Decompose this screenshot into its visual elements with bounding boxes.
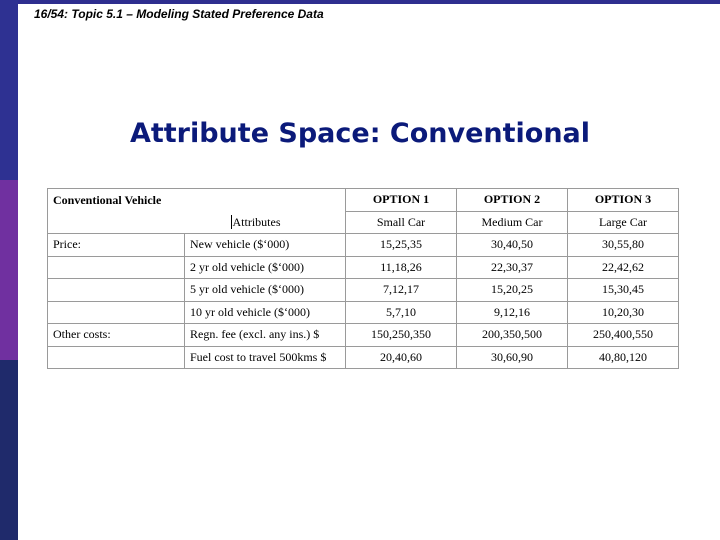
cell-value: 11,18,26: [346, 256, 457, 279]
cell-value: 20,40,60: [346, 346, 457, 369]
option-name: OPTION 3: [568, 189, 679, 212]
table-row: [48, 301, 679, 324]
row-attribute: Regn. fee (excl. any ins.) $: [185, 324, 346, 347]
slide-header: 16/54: Topic 5.1 – Modeling Stated Preference Data: [34, 7, 324, 21]
row-group: [48, 256, 185, 279]
table-row: [48, 346, 679, 369]
slide-title: Attribute Space: Conventional: [129, 118, 591, 149]
table-row: [48, 279, 679, 302]
table-row: [48, 256, 679, 279]
attributes-label-text: Attributes: [232, 214, 281, 229]
top-accent-bar: [0, 0, 720, 4]
cell-value: 40,80,120: [568, 346, 679, 369]
option-name: OPTION 2: [457, 189, 568, 212]
cell-value: 22,30,37: [457, 256, 568, 279]
row-attribute: 5 yr old vehicle ($‘000): [185, 279, 346, 302]
row-attribute: Fuel cost to travel 500kms $: [185, 346, 346, 369]
cell-value: 7,12,17: [346, 279, 457, 302]
option-name: OPTION 1: [346, 189, 457, 212]
table-subheader-row: [48, 211, 679, 234]
side-accent-bar-navy: [0, 360, 18, 540]
cell-value: 9,12,16: [457, 301, 568, 324]
side-accent-bar-purple: [0, 180, 18, 360]
cell-value: 15,25,35: [346, 234, 457, 257]
cell-value: 30,40,50: [457, 234, 568, 257]
row-attribute: New vehicle ($‘000): [185, 234, 346, 257]
cell-value: 30,55,80: [568, 234, 679, 257]
option-car: Small Car: [346, 211, 457, 234]
row-attribute: 2 yr old vehicle ($‘000): [185, 256, 346, 279]
cell-value: 5,7,10: [346, 301, 457, 324]
cell-value: 10,20,30: [568, 301, 679, 324]
table-header-row: [48, 189, 679, 212]
cell-value: 150,250,350: [346, 324, 457, 347]
table-row: [48, 324, 679, 347]
attribute-table: [47, 188, 679, 369]
option-car: Medium Car: [457, 211, 568, 234]
cell-value: 15,30,45: [568, 279, 679, 302]
row-group: Price:: [48, 234, 185, 257]
row-group: [48, 346, 185, 369]
row-group: Other costs:: [48, 324, 185, 347]
option-car: Large Car: [568, 211, 679, 234]
row-attribute: 10 yr old vehicle ($‘000): [185, 301, 346, 324]
cell-value: 200,350,500: [457, 324, 568, 347]
corner-label: Conventional Vehicle: [48, 189, 346, 212]
row-group: [48, 301, 185, 324]
cell-value: 250,400,550: [568, 324, 679, 347]
attributes-label: [48, 211, 346, 234]
cell-value: 22,42,62: [568, 256, 679, 279]
cell-value: 15,20,25: [457, 279, 568, 302]
side-accent-bar-blue: [0, 0, 18, 180]
table-row: [48, 234, 679, 257]
cell-value: 30,60,90: [457, 346, 568, 369]
row-group: [48, 279, 185, 302]
